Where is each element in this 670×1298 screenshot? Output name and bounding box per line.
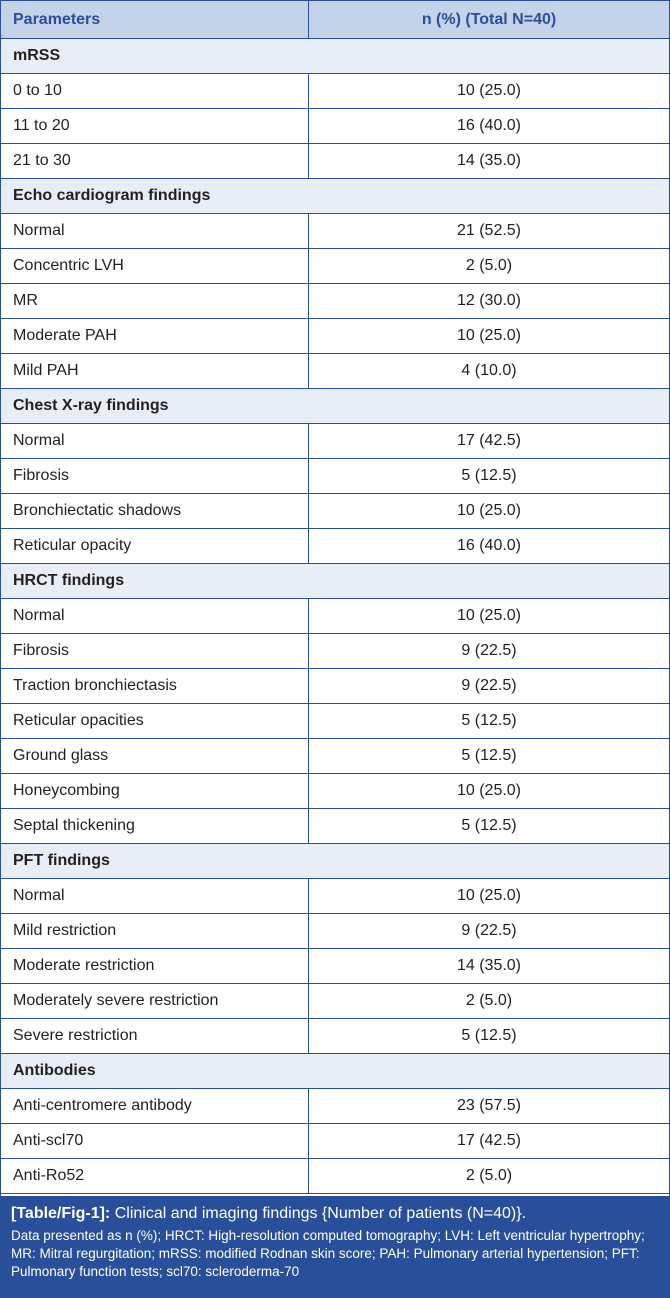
- parameter-cell: Normal: [13, 222, 65, 239]
- section-row: [1, 389, 669, 424]
- parameter-cell: Anti-centromere antibody: [13, 1097, 192, 1114]
- table-body: [1, 39, 669, 1194]
- value-cell: 10 (25.0): [308, 74, 669, 108]
- parameter-cell: Anti-Ro52: [13, 1167, 85, 1184]
- value-cell: 2 (5.0): [308, 984, 669, 1018]
- value-cell: 10 (25.0): [308, 494, 669, 528]
- caption-title: Clinical and imaging findings {Number of patients (N=40)}.: [114, 1205, 527, 1222]
- value-cell: 10 (25.0): [308, 774, 669, 808]
- value-cell: 17 (42.5): [308, 424, 669, 458]
- caption-note: Data presented as n (%); HRCT: High-resolution computed tomography; LVH: Left ventricular hypertrophy; MR: Mitral regurgitation; mRSS: modified Rodnan skin score; PAH: Pulmonary arterial hypertension; PFT: Pulmonary function tests; scl70: scleroderma-70: [11, 1228, 645, 1279]
- section-row: [1, 39, 669, 74]
- parameter-cell: Reticular opacity: [13, 537, 132, 554]
- table-row: [1, 879, 669, 914]
- parameter-cell: Moderate PAH: [13, 327, 117, 344]
- table-row: [1, 914, 669, 949]
- parameter-cell: Normal: [13, 887, 65, 904]
- value-cell: 12 (30.0): [308, 284, 669, 318]
- parameter-cell: Moderate restriction: [13, 957, 155, 974]
- table-row: [1, 949, 669, 984]
- parameter-cell: Mild PAH: [13, 362, 79, 379]
- value-cell: 16 (40.0): [308, 529, 669, 563]
- table-row: [1, 424, 669, 459]
- table-row: [1, 704, 669, 739]
- parameter-cell: Anti-scl70: [13, 1132, 84, 1149]
- parameter-cell: Normal: [13, 432, 65, 449]
- parameter-cell: 0 to 10: [13, 82, 62, 99]
- parameter-cell: Traction bronchiectasis: [13, 677, 177, 694]
- table-row: [1, 319, 669, 354]
- table-row: [1, 284, 669, 319]
- value-cell: 5 (12.5): [308, 704, 669, 738]
- value-cell: 10 (25.0): [308, 879, 669, 913]
- table-row: [1, 1089, 669, 1124]
- table-row: [1, 599, 669, 634]
- parameter-cell: Bronchiectatic shadows: [13, 502, 182, 519]
- table-row: [1, 529, 669, 564]
- section-title: HRCT findings: [13, 572, 125, 589]
- value-cell: 14 (35.0): [308, 949, 669, 983]
- value-cell: 10 (25.0): [308, 599, 669, 633]
- parameter-cell: Ground glass: [13, 747, 109, 764]
- parameter-cell: Moderately severe restriction: [13, 992, 219, 1009]
- value-cell: 2 (5.0): [308, 249, 669, 283]
- value-cell: 5 (12.5): [308, 739, 669, 773]
- table-row: [1, 1124, 669, 1159]
- table-row: [1, 249, 669, 284]
- section-title: Antibodies: [13, 1062, 96, 1079]
- value-cell: 5 (12.5): [308, 809, 669, 843]
- table-row: [1, 109, 669, 144]
- parameter-cell: Fibrosis: [13, 642, 70, 659]
- table-row: [1, 809, 669, 844]
- header-n-percent: n (%) (Total N=40): [308, 1, 669, 38]
- value-cell: 5 (12.5): [308, 459, 669, 493]
- table-row: [1, 739, 669, 774]
- value-cell: 21 (52.5): [308, 214, 669, 248]
- table-row: [1, 494, 669, 529]
- parameter-cell: Normal: [13, 607, 65, 624]
- section-title: PFT findings: [13, 852, 110, 869]
- section-row: [1, 179, 669, 214]
- parameter-cell: 21 to 30: [13, 152, 71, 169]
- value-cell: 9 (22.5): [308, 914, 669, 948]
- parameter-cell: Reticular opacities: [13, 712, 144, 729]
- section-row: [1, 844, 669, 879]
- value-cell: 10 (25.0): [308, 319, 669, 353]
- parameter-cell: Honeycombing: [13, 782, 120, 799]
- table-row: [1, 1019, 669, 1054]
- header-parameters: Parameters: [13, 10, 101, 28]
- parameter-cell: Severe restriction: [13, 1027, 138, 1044]
- section-row: [1, 564, 669, 599]
- table-row: [1, 634, 669, 669]
- value-cell: 14 (35.0): [308, 144, 669, 178]
- table-row: [1, 1159, 669, 1194]
- table-row: [1, 144, 669, 179]
- parameter-cell: Fibrosis: [13, 467, 70, 484]
- value-cell: 9 (22.5): [308, 634, 669, 668]
- parameter-cell: Septal thickening: [13, 817, 135, 834]
- table-row: [1, 984, 669, 1019]
- parameter-cell: 11 to 20: [13, 117, 70, 134]
- caption-title-line: [11, 1204, 659, 1224]
- table-caption: [1, 1196, 669, 1297]
- table-row: [1, 354, 669, 389]
- section-title: mRSS: [13, 47, 61, 64]
- table-row: [1, 74, 669, 109]
- value-cell: 16 (40.0): [308, 109, 669, 143]
- value-cell: 17 (42.5): [308, 1124, 669, 1158]
- value-cell: 4 (10.0): [308, 354, 669, 388]
- table-header: [1, 1, 669, 39]
- table-row: [1, 774, 669, 809]
- section-row: [1, 1054, 669, 1089]
- table-row: [1, 214, 669, 249]
- value-cell: 9 (22.5): [308, 669, 669, 703]
- table-row: [1, 669, 669, 704]
- value-cell: 5 (12.5): [308, 1019, 669, 1053]
- section-title: Echo cardiogram findings: [13, 187, 211, 204]
- value-cell: 23 (57.5): [308, 1089, 669, 1123]
- parameter-cell: MR: [13, 292, 38, 309]
- section-title: Chest X-ray findings: [13, 397, 169, 414]
- parameter-cell: Concentric LVH: [13, 257, 124, 274]
- parameter-cell: Mild restriction: [13, 922, 117, 939]
- value-cell: 2 (5.0): [308, 1159, 669, 1193]
- table-row: [1, 459, 669, 494]
- caption-label: [Table/Fig-1]:: [11, 1205, 111, 1222]
